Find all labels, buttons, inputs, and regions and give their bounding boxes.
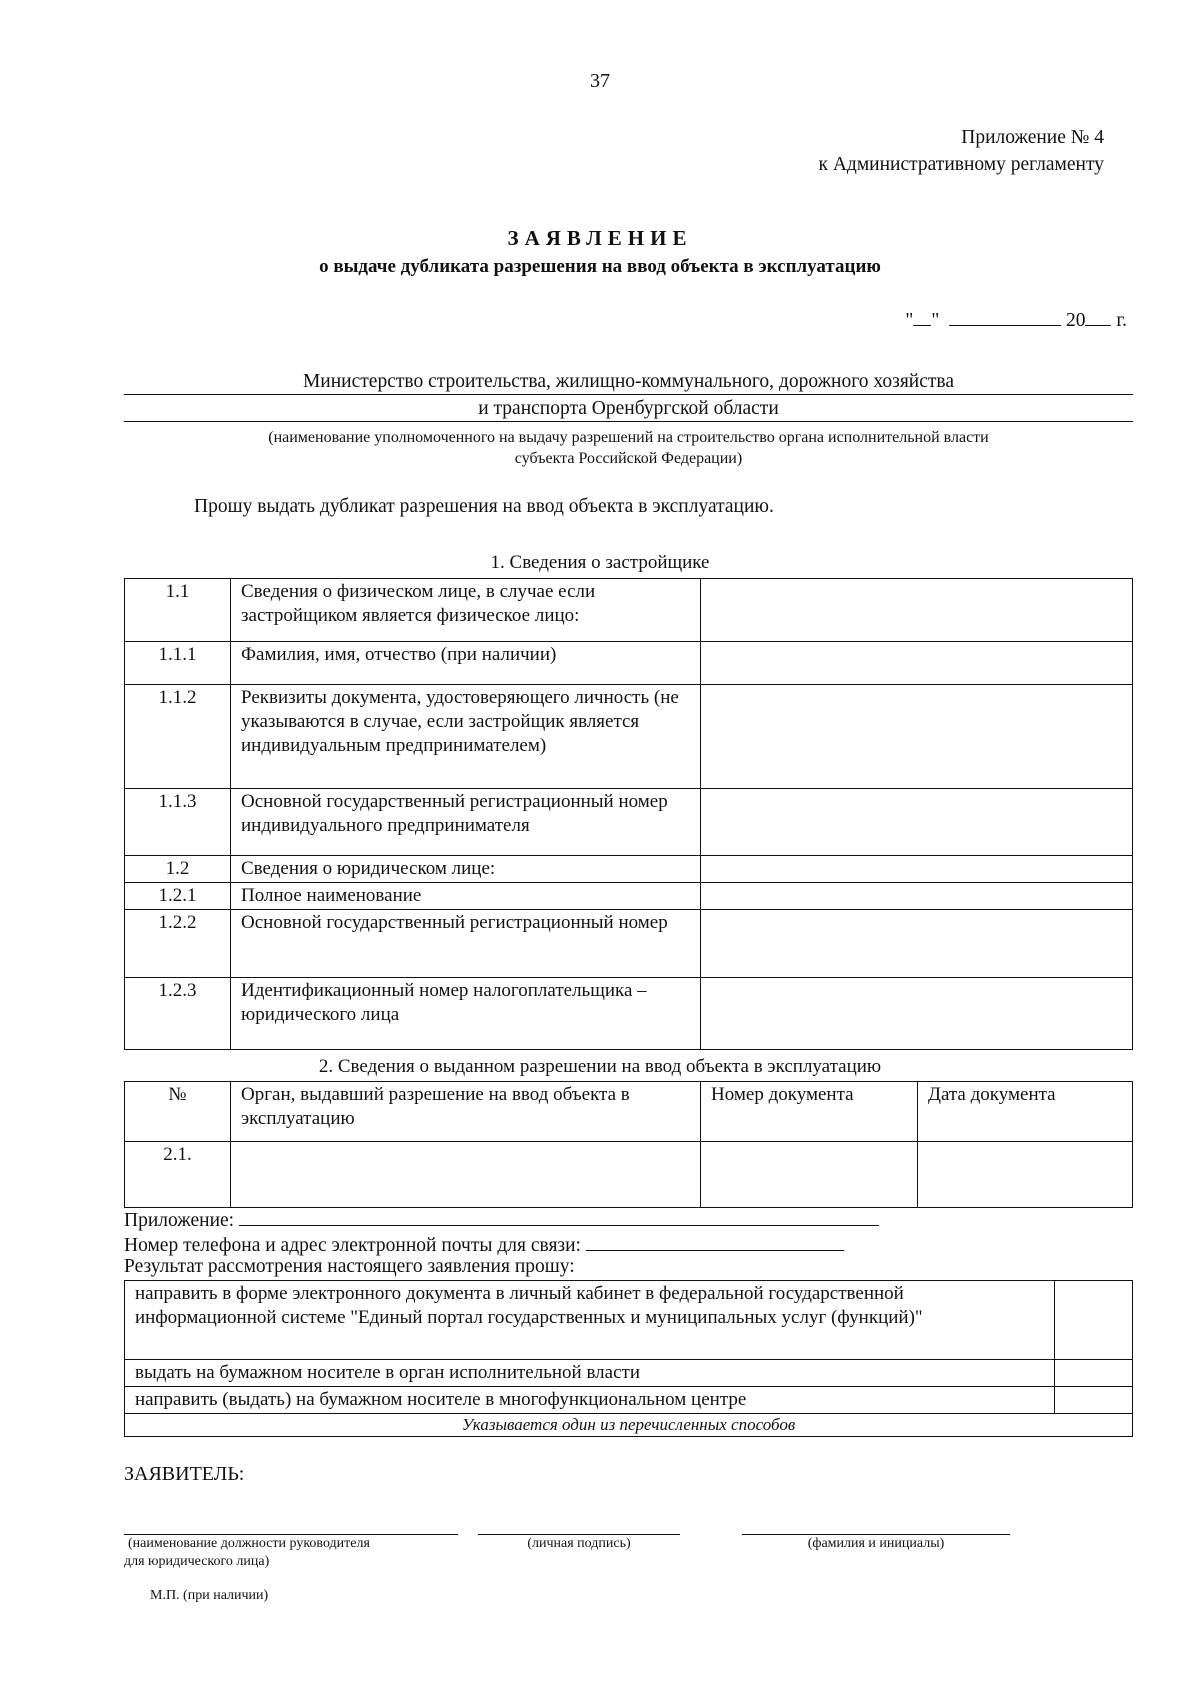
signature-position-line1: (наименование должности руководителя [128,1536,370,1551]
row-value-cell[interactable] [701,856,1133,883]
developer-info-table [124,578,1133,1050]
table-row [125,910,1133,978]
result-option-row [125,1281,1133,1360]
row-number: 1.2.1 [125,883,231,910]
signature-personal-label: (личная подпись) [527,1536,631,1551]
doc-date-cell[interactable] [918,1142,1133,1208]
table-header-row [125,1082,1133,1142]
contact-blank[interactable] [586,1232,844,1251]
row-value-cell[interactable] [701,883,1133,910]
contact-label: Номер телефона и адрес электронной почты для связи: [124,1235,581,1256]
column-header-doc-date: Дата документа [918,1082,1133,1142]
attachment-blank[interactable] [239,1207,879,1226]
row-label: Реквизиты документа, удостоверяющего личность (не указываются в случае, если застройщик является индивидуальным предпринимателем) [231,685,701,789]
result-option-label: направить в форме электронного документа в личный кабинет в федеральной государственной информационной системе "Единый портал государственных и муниципальных услуг (функций)" [125,1281,1055,1360]
row-number: 1.1 [125,579,231,642]
organization-note-line1: (наименование уполномоченного на выдачу разрешений на строительство органа исполнительной власти [268,429,989,446]
authority-cell[interactable] [231,1142,701,1208]
row-value-cell[interactable] [701,789,1133,856]
result-option-label: выдать на бумажном носителе в орган исполнительной власти [125,1360,1055,1387]
row-value-cell[interactable] [701,642,1133,685]
result-option-checkbox[interactable] [1055,1281,1133,1360]
table-row [125,856,1133,883]
attachment-field [124,1207,879,1232]
result-option-row [125,1387,1133,1414]
organization-name-line1: Министерство строительства, жилищно-коммунального, дорожного хозяйства [124,371,1133,395]
row-label: Основной государственный регистрационный номер [231,910,701,978]
section1-heading: 1. Сведения о застройщике [490,552,710,573]
signature-name-label: (фамилия и инициалы) [807,1536,945,1551]
result-option-checkbox[interactable] [1055,1387,1133,1414]
signature-personal[interactable] [478,1534,680,1553]
request-text: Прошу выдать дубликат разрешения на ввод объекта в эксплуатацию. [194,496,774,517]
row-value-cell[interactable] [701,978,1133,1050]
result-note: Указывается один из перечисленных способов [125,1414,1133,1437]
result-option-label: направить (выдать) на бумажном носителе в многофункциональном центре [125,1387,1055,1414]
year-suffix: г. [1116,310,1127,331]
result-label: Результат рассмотрения настоящего заявления прошу: [124,1256,575,1277]
appendix-line1: Приложение № 4 [961,127,1104,148]
row-number: 1.2.3 [125,978,231,1050]
organization-note [124,427,1133,469]
table-row [125,789,1133,856]
row-value-cell[interactable] [701,685,1133,789]
row-label: Основной государственный регистрационный номер индивидуального предпринимателя [231,789,701,856]
section2-heading: 2. Сведения о выданном разрешении на ввод объекта в эксплуатацию [318,1056,882,1077]
signature-position[interactable] [124,1534,458,1571]
doc-number-cell[interactable] [701,1142,918,1208]
attachment-label: Приложение: [124,1210,235,1231]
column-header-authority: Орган, выдавший разрешение на ввод объекта в эксплуатацию [231,1082,701,1142]
contact-field [124,1232,844,1257]
organization-name-line2: и транспорта Оренбургской области [124,398,1133,422]
organization-note-line2: субъекта Российской Федерации) [514,450,743,467]
table-row [125,642,1133,685]
result-note-row [125,1414,1133,1437]
page-number: 37 [590,70,610,92]
stamp-place: М.П. (при наличии) [150,1588,269,1603]
row-label: Идентификационный номер налогоплательщика – юридического лица [231,978,701,1050]
row-label: Фамилия, имя, отчество (при наличии) [231,642,701,685]
row-label: Сведения о физическом лице, в случае если застройщиком является физическое лицо: [231,579,701,642]
row-number: 1.1.3 [125,789,231,856]
table-row [125,883,1133,910]
table-row [125,1142,1133,1208]
date-close-quote: " [931,310,940,331]
table-row [125,579,1133,642]
month-blank[interactable] [949,307,1061,326]
appendix-line2: к Административному регламенту [818,154,1104,175]
date-open-quote: " [905,310,914,331]
applicant-heading: ЗАЯВИТЕЛЬ: [124,1463,245,1485]
appendix-reference [818,124,1104,178]
result-option-checkbox[interactable] [1055,1360,1133,1387]
date-field [905,307,1127,332]
column-header-doc-number: Номер документа [701,1082,918,1142]
signature-name[interactable] [742,1534,1010,1553]
row-number: 2.1. [125,1142,231,1208]
row-number: 1.1.2 [125,685,231,789]
result-option-row [125,1360,1133,1387]
row-number: 1.1.1 [125,642,231,685]
row-value-cell[interactable] [701,910,1133,978]
column-header-number: № [125,1082,231,1142]
row-label: Сведения о юридическом лице: [231,856,701,883]
signature-position-line2: для юридического лица) [124,1554,270,1569]
year-blank[interactable] [1085,307,1111,326]
table-row [125,978,1133,1050]
row-value-cell[interactable] [701,579,1133,642]
row-number: 1.2.2 [125,910,231,978]
document-subtitle: о выдаче дубликата разрешения на ввод объекта в эксплуатацию [319,256,881,277]
table-row [125,685,1133,789]
row-number: 1.2 [125,856,231,883]
year-prefix: 20 [1065,310,1086,331]
permit-info-table [124,1081,1133,1208]
row-label: Полное наименование [231,883,701,910]
document-title: ЗАЯВЛЕНИЕ [507,226,693,250]
result-method-table [124,1280,1133,1437]
day-blank[interactable] [913,307,931,326]
